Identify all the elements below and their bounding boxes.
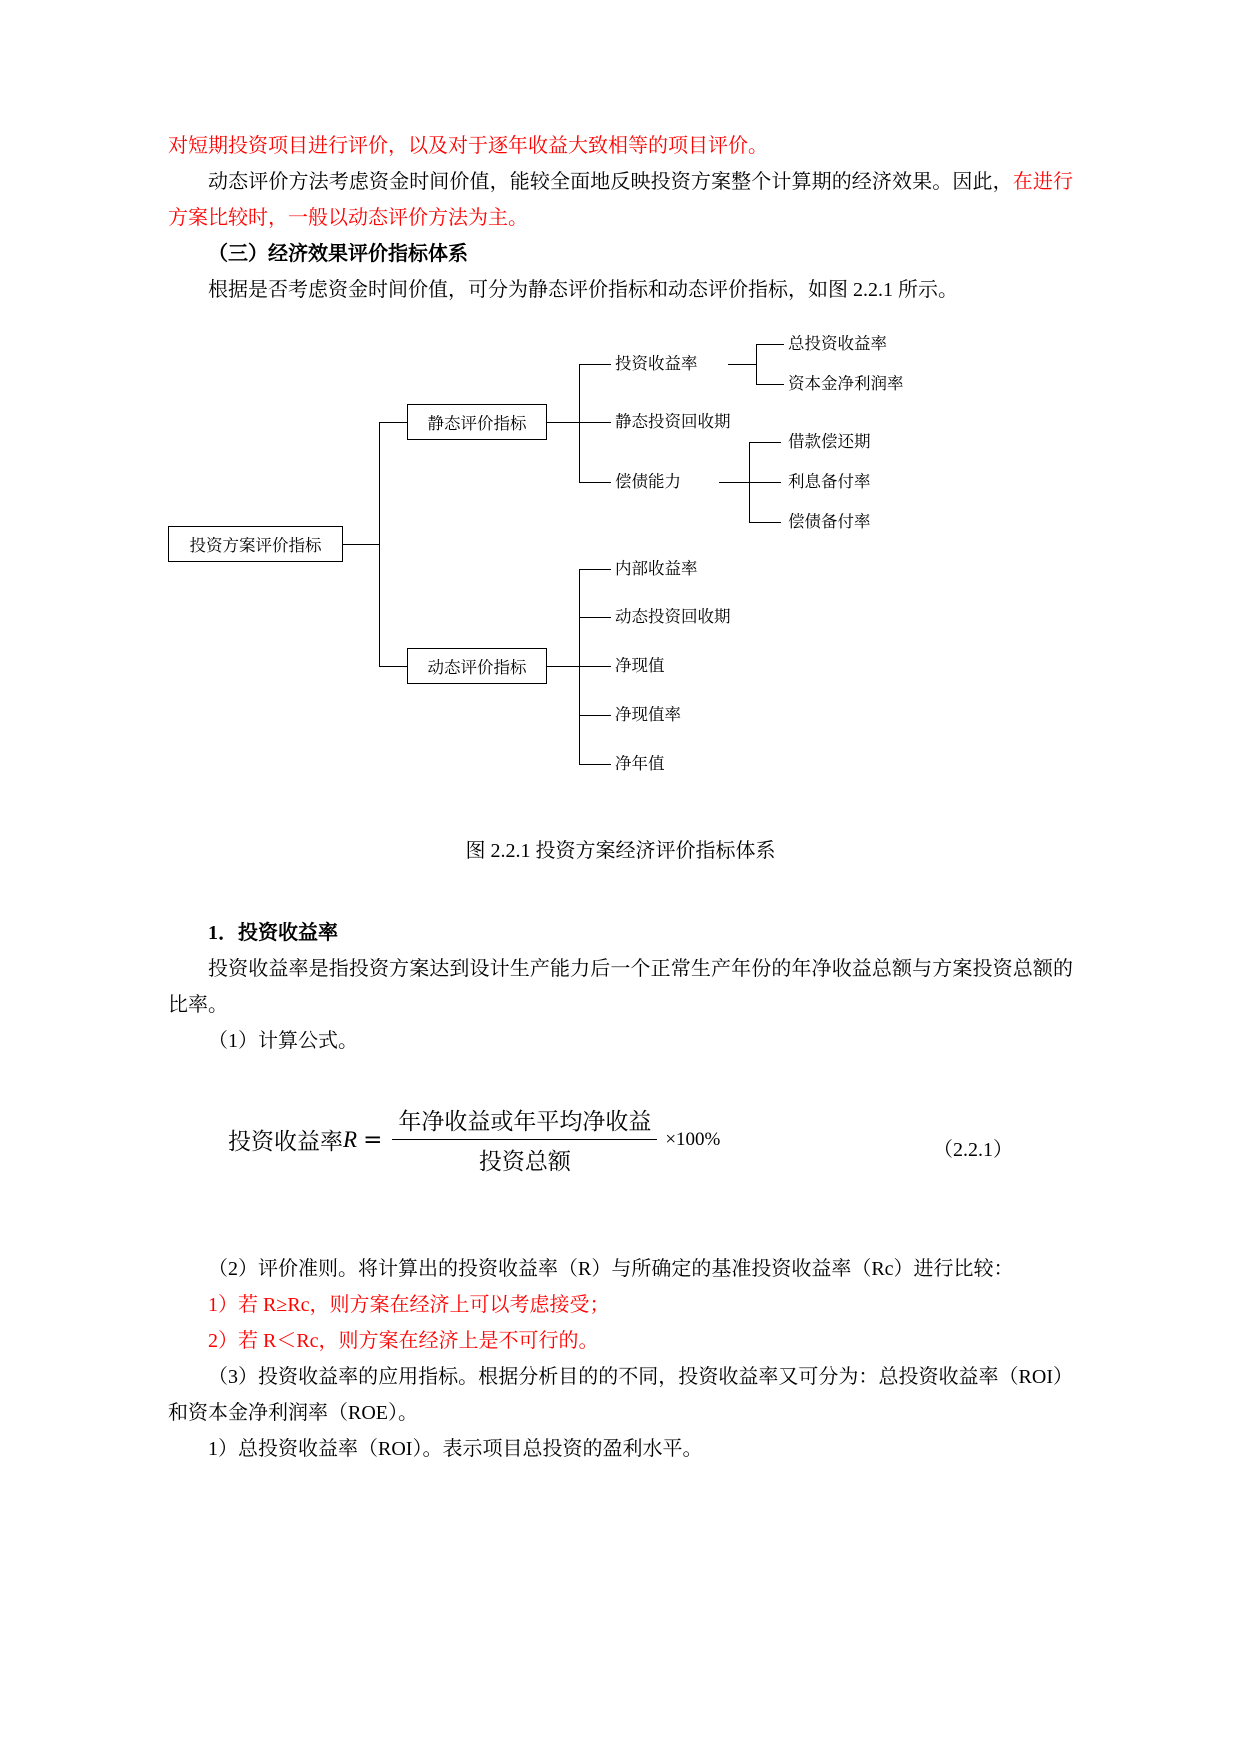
figure-container [168,334,1073,814]
connector-dynamic-out [547,666,579,667]
connector-dynamic-child-2 [579,617,611,618]
diagram-leaf-debt-service-coverage: 偿债备付率 [788,512,871,531]
paragraph-criteria-1: 1）若 R≥Rc，则方案在经济上可以考虑接受； [208,1294,610,1316]
formula-fraction [392,1103,657,1176]
diagram-leaf-irr: 内部收益率 [615,559,698,578]
connector-roi-sub-1 [756,344,784,345]
connector-static-child-3 [579,482,611,483]
diagram-leaf-total-investment-roi: 总投资收益率 [788,334,887,353]
diagram-leaf-capital-profit-rate: 资本金净利润率 [788,374,904,393]
paragraph-dynamic-eval-text: 动态评价方法考虑资金时间价值，能较全面地反映投资方案整个计算期的经济效果。因此， [208,171,1013,193]
paragraph-dynamic-eval [168,164,1073,236]
formula-number: （2.2.1） [933,1139,1013,1161]
diagram-leaf-dynamic-payback: 动态投资回收期 [615,607,731,626]
roi-formula [228,1103,720,1176]
connector-static-fan [579,364,580,482]
diagram-node-static: 静态评价指标 [407,404,547,440]
diagram-leaf-interest-coverage: 利息备付率 [788,472,871,491]
connector-static-child-1 [579,364,611,365]
formula-denominator: 投资总额 [478,1149,571,1175]
connector-debt-sub-3 [749,522,781,523]
evaluation-index-diagram [168,334,1073,794]
formula-variable: R [343,1126,358,1152]
connector-static-out [547,422,579,423]
figure-caption: 图 2.2.1 投资方案经济评价指标体系 [465,840,776,862]
diagram-leaf-loan-repayment-period: 借款偿还期 [788,432,871,451]
paragraph-criteria-2: 2）若 R＜Rc，则方案在经济上是不可行的。 [208,1330,599,1352]
diagram-leaf-static-payback: 静态投资回收期 [615,412,731,431]
diagram-node-dynamic: 动态评价指标 [407,648,547,684]
formula-lhs: 投资收益率 [228,1129,343,1155]
connector-debt-out [719,482,749,483]
paragraph-red-intro: 对短期投资项目进行评价，以及对于逐年收益大致相等的项目评价。 [168,135,768,157]
connector-dynamic-child-4 [579,715,611,716]
paragraph-index-system: 根据是否考虑资金时间价值，可分为静态评价指标和动态评价指标，如图 2.2.1 所示。 [208,279,958,301]
formula-tail: ×100% [665,1128,721,1150]
paragraph-application-indicators: （3）投资收益率的应用指标。根据分析目的的不同，投资收益率又可分为：总投资收益率（ROI）和资本金净利润率（ROE）。 [168,1366,1073,1424]
paragraph-dynamic-eval-highlight: 在进行方案比较时，一般以动态评价方法为主。 [168,171,1074,229]
connector-trunk-vertical [379,422,380,666]
diagram-leaf-net-annual-value: 净年值 [615,754,665,773]
connector-dynamic-child-5 [579,764,611,765]
formula-equals: = [363,1126,383,1153]
connector-trunk-to-static [379,422,407,423]
diagram-node-root: 投资方案评价指标 [168,526,343,562]
diagram-leaf-npv-rate: 净现值率 [615,705,681,724]
paragraph-evaluation-criteria: （2）评价准则。将计算出的投资收益率（R）与所确定的基准投资收益率（Rc）进行比较： [208,1258,1014,1280]
connector-roi-sub-2 [756,384,784,385]
connector-dynamic-child-3 [579,666,611,667]
connector-static-child-2 [579,422,611,423]
diagram-leaf-roi-rate: 投资收益率 [615,354,698,373]
paragraph-roi-total: 1）总投资收益率（ROI）。表示项目总投资的盈利水平。 [208,1438,703,1460]
paragraph-formula-label: （1）计算公式。 [208,1030,358,1052]
paragraph-roi-definition: 投资收益率是指投资方案达到设计生产能力后一个正常生产年份的年净收益总额与方案投资总额的比率。 [168,958,1073,1016]
section-heading-3: （三）经济效果评价指标体系 [208,243,468,265]
formula-numerator: 年净收益或年平均净收益 [392,1103,657,1140]
connector-dynamic-child-1 [579,569,611,570]
connector-debt-sub-2 [749,482,781,483]
connector-roi-out [728,364,756,365]
connector-roi-fan [756,344,757,384]
connector-trunk-to-dynamic [379,666,407,667]
diagram-leaf-debt-capacity: 偿债能力 [615,472,681,491]
diagram-leaf-npv: 净现值 [615,656,665,675]
subsection-heading-1: 1．投资收益率 [208,922,338,944]
connector-root-out [343,544,379,545]
connector-debt-sub-1 [749,442,781,443]
formula-block [168,1103,1073,1195]
